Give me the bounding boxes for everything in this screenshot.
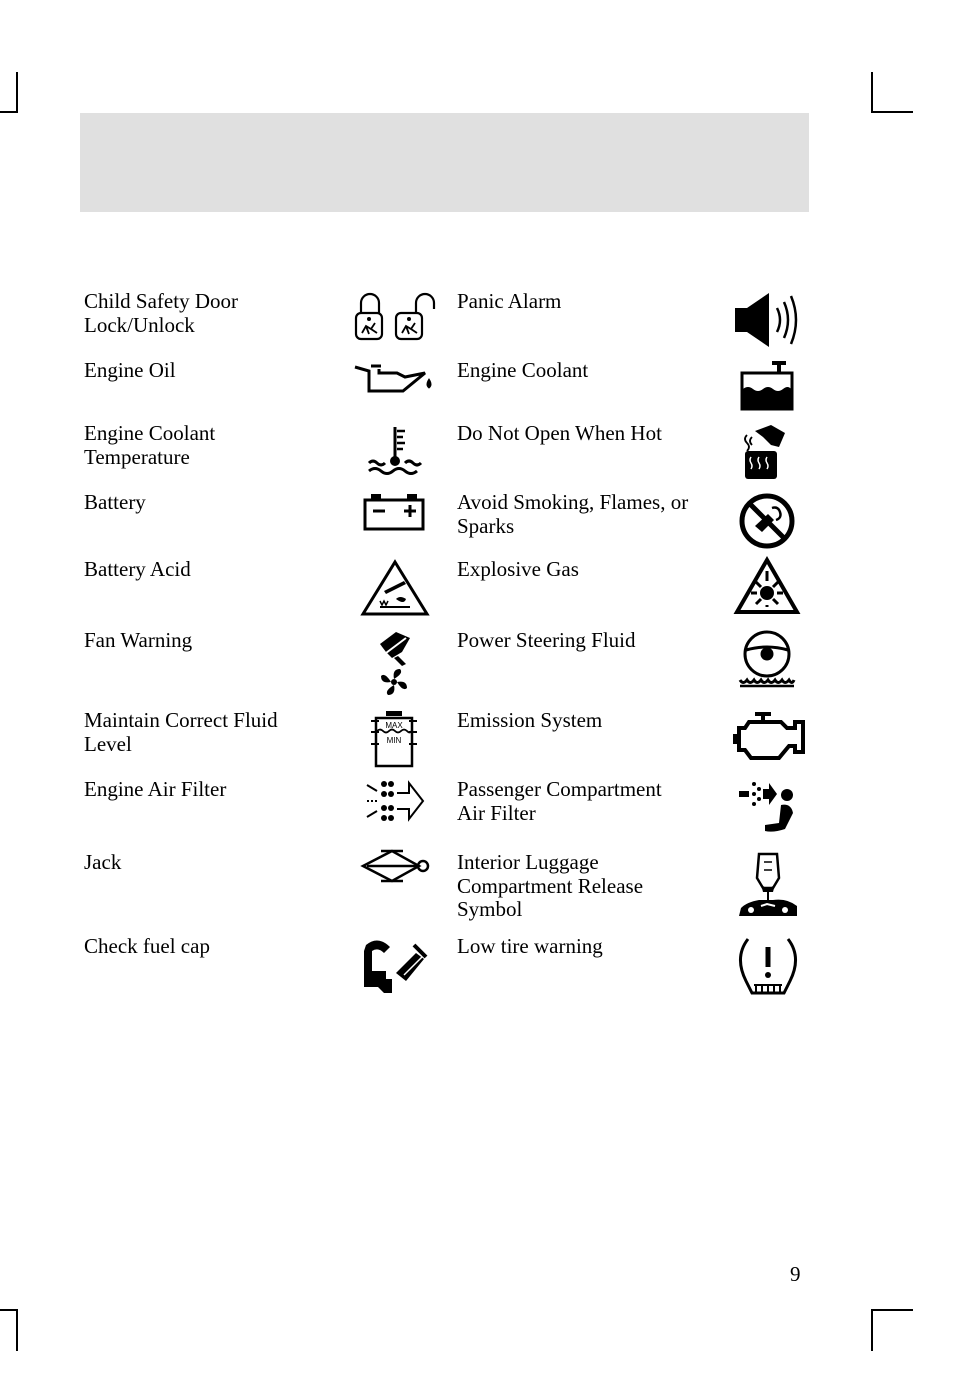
symbol-label-avoid-smoking: Avoid Smoking, Flames, or Sparks [457, 490, 689, 538]
crop-mark-bottom-right-horizontal [871, 1309, 913, 1311]
fluid-level-max-text: MAX [385, 721, 403, 730]
symbol-label-panic-alarm: Panic Alarm [457, 289, 562, 313]
hot-cap-icon [741, 423, 789, 481]
coolant-temperature-icon [367, 425, 423, 475]
symbol-label-luggage-release: Interior Luggage Compartment Release Symbol [457, 850, 644, 921]
symbol-label-do-not-open-hot: Do Not Open When Hot [457, 421, 662, 445]
symbol-label-explosive-gas: Explosive Gas [457, 557, 579, 581]
crop-mark-bottom-right-vertical [871, 1310, 873, 1351]
symbol-label-engine-oil: Engine Oil [84, 358, 176, 382]
symbol-label-fan-warning: Fan Warning [84, 628, 193, 652]
fan-warning-icon [376, 630, 412, 696]
symbol-label-battery: Battery [84, 490, 146, 514]
engine-icon [733, 710, 807, 760]
symbol-label-emission-system: Emission System [457, 708, 603, 732]
coolant-reservoir-icon [740, 359, 794, 411]
explosive-gas-warning-icon [735, 557, 799, 615]
page-number: 9 [790, 1262, 801, 1286]
no-smoking-icon [738, 492, 796, 550]
crop-mark-bottom-left-horizontal [0, 1309, 18, 1311]
symbol-label-power-steering: Power Steering Fluid [457, 628, 636, 652]
symbol-label-engine-coolant: Engine Coolant [457, 358, 589, 382]
crop-mark-top-left-vertical [16, 72, 18, 112]
symbol-label-coolant-temperature: Engine Coolant Temperature [84, 421, 216, 469]
symbol-label-battery-acid: Battery Acid [84, 557, 191, 581]
battery-acid-warning-icon [360, 559, 430, 617]
symbol-label-check-fuel-cap: Check fuel cap [84, 934, 210, 958]
symbol-label-engine-air-filter: Engine Air Filter [84, 777, 227, 801]
symbol-label-fluid-level: Maintain Correct Fluid Level [84, 708, 278, 756]
speaker-icon [733, 292, 801, 348]
jack-icon [359, 849, 431, 883]
fuel-cap-icon [362, 935, 430, 995]
crop-mark-bottom-left-vertical [16, 1310, 18, 1351]
battery-icon [363, 493, 425, 531]
trunk-release-icon [737, 852, 799, 918]
cabin-air-filter-icon [737, 779, 797, 837]
tire-pressure-icon [734, 935, 802, 997]
air-filter-icon [365, 777, 425, 825]
child-safety-lock-icon [352, 291, 436, 341]
fluid-level-min-text: MIN [386, 736, 402, 745]
header-band [80, 113, 809, 212]
crop-mark-top-right-horizontal [871, 111, 913, 113]
crop-mark-top-left-horizontal [0, 111, 18, 113]
steering-wheel-fluid-icon [738, 630, 796, 690]
fluid-level-icon [369, 710, 419, 768]
symbol-label-child-safety-lock: Child Safety Door Lock/Unlock [84, 289, 238, 337]
symbol-label-jack: Jack [84, 850, 122, 874]
oil-can-icon [353, 361, 433, 395]
crop-mark-top-right-vertical [871, 72, 873, 112]
symbol-label-passenger-air-filter: Passenger Compartment Air Filter [457, 777, 662, 825]
symbol-label-low-tire-warning: Low tire warning [457, 934, 603, 958]
